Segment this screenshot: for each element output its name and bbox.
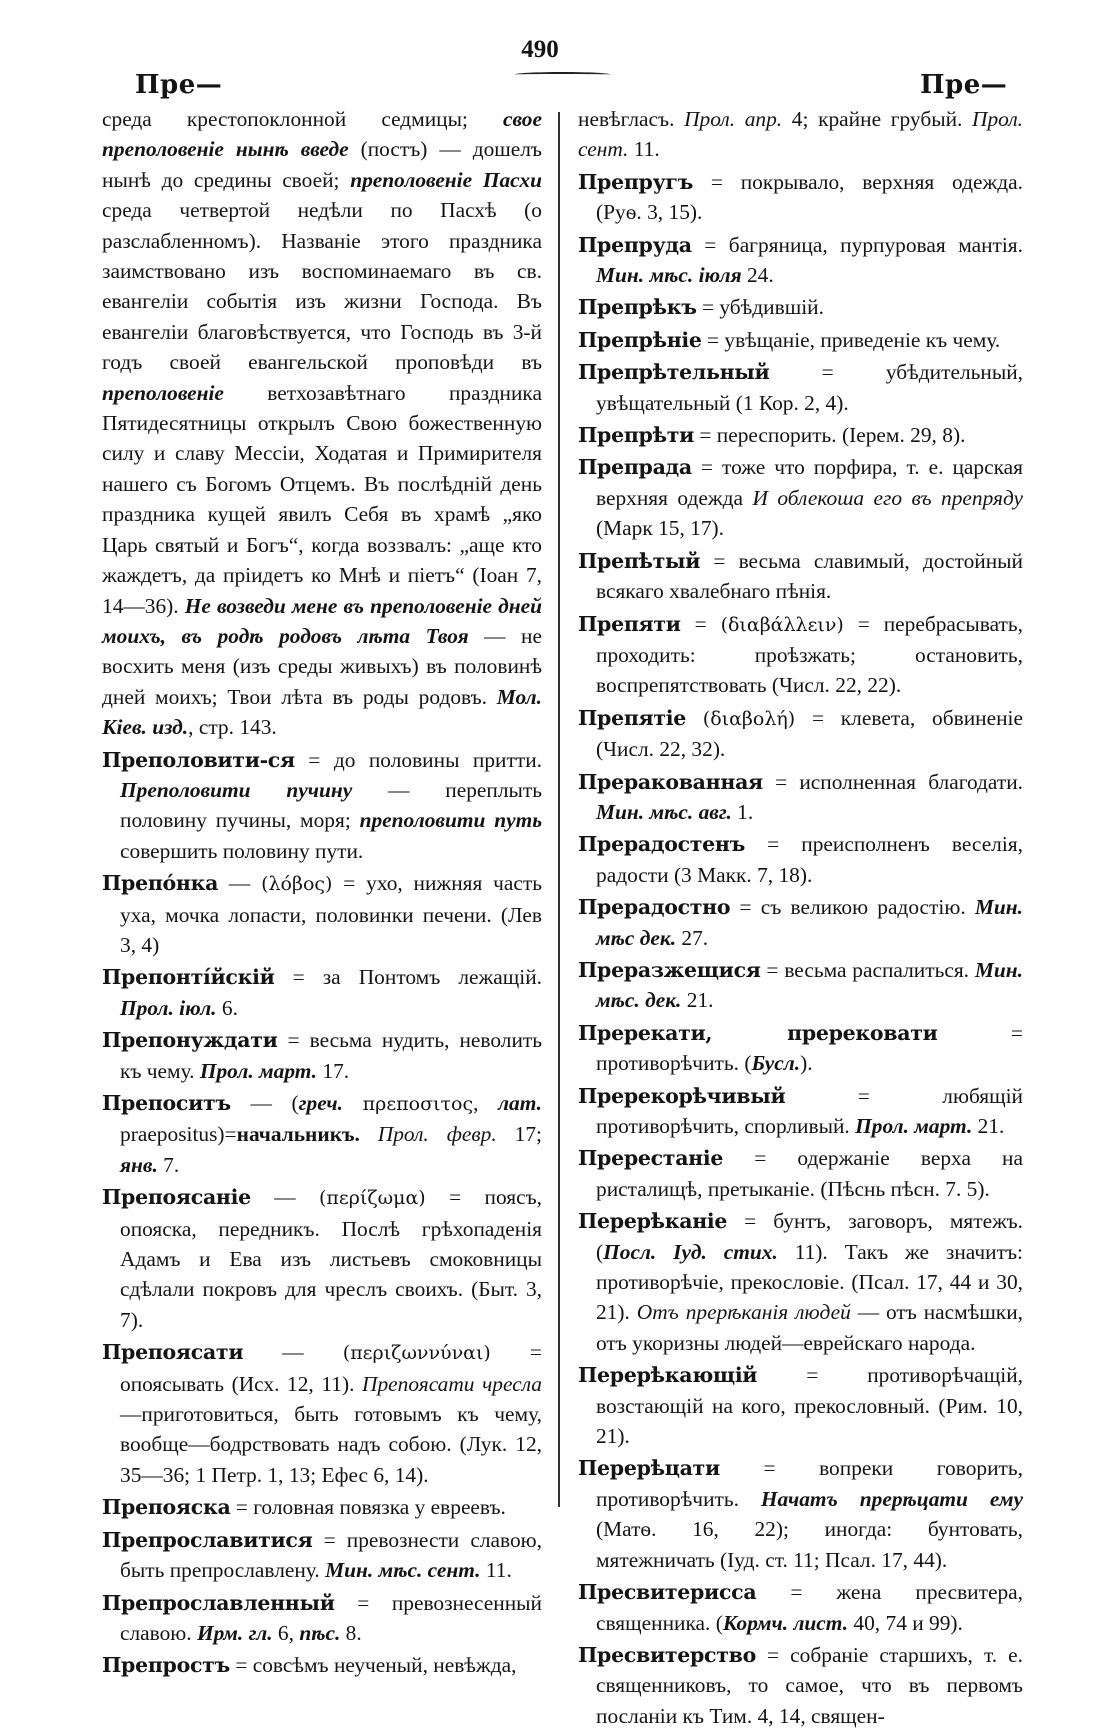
definition-text: = убѣдительный, увѣщательный (1 Кор. 2, 4). bbox=[596, 360, 1023, 415]
definition-text: praepositus)= bbox=[120, 1122, 237, 1147]
dictionary-entry bbox=[578, 1081, 1023, 1142]
emphasis-text: пѣс. bbox=[299, 1620, 341, 1645]
emphasis-text: Посл. Іуд. стих. bbox=[603, 1239, 778, 1264]
dictionary-entry bbox=[578, 1018, 1023, 1079]
entry-headword: Препруда bbox=[578, 232, 692, 257]
entry-headword: Препрославленный bbox=[102, 1590, 335, 1615]
dictionary-entry bbox=[578, 609, 1023, 701]
entry-headword: Пререкати, пререковати bbox=[578, 1020, 938, 1045]
entry-headword: Препоясати bbox=[102, 1340, 244, 1365]
entry-headword: Препрада bbox=[578, 455, 692, 480]
emphasis-text: Не возведи мене въ преполовеніе дней моихъ, въ родѣ родовъ лѣта Твоя bbox=[102, 593, 543, 648]
definition-text: ветхозавѣтнаго праздника Пятидесятницы открылъ Свою божественную силу и славу Мессіи, Ходатая и Примирителя нашего съ Богомъ Отцемъ. Въ послѣдній день праздника кущей явилъ Себя въ храмѣ „яко Царь святый и Богъ“, когда воззвалъ: „аще кто жаждетъ, да пріидетъ ко Мнѣ и піетъ“ (Іоан 7, 14—36). bbox=[102, 380, 542, 618]
definition-text bbox=[360, 1122, 378, 1146]
emphasis-text: Начатъ прерѣцати ему bbox=[760, 1486, 1023, 1511]
entry-headword: Препругъ bbox=[578, 169, 694, 194]
emphasis-text: лат. bbox=[498, 1091, 542, 1115]
definition-text: = до половины притти. bbox=[294, 747, 542, 772]
definition-text: 24. bbox=[741, 263, 774, 288]
definition-text: = перебрасывать, проходить: проѣзжать; остановить, воспрепятствовать (Числ. 22, 22). bbox=[596, 611, 1023, 698]
definition-text: невѣгласъ. bbox=[578, 107, 685, 131]
definition-text: = багряница, пурпуровая мантія. bbox=[691, 232, 1023, 257]
definition-text: = съ великою радостію. bbox=[730, 895, 975, 920]
entry-headword: Препояска bbox=[102, 1495, 231, 1520]
emphasis-text: свое преполовеніе нынѣ введе bbox=[102, 107, 542, 162]
definition-text: = одержаніе верха на ристалищѣ, претыканіе. (Пѣснь пѣсн. 7. 5). bbox=[596, 1146, 1023, 1201]
definition-text: — bbox=[218, 871, 262, 896]
definition-text: = головная повязка у евреевъ. bbox=[230, 1495, 506, 1520]
definition-text: = превознесенный славою. bbox=[120, 1590, 542, 1645]
definition-text: , стр. 143. bbox=[188, 715, 277, 740]
dictionary-entry bbox=[102, 1182, 542, 1335]
entry-headword: Пререкорѣчивый bbox=[578, 1083, 786, 1108]
emphasis-text: Мин. мѣс. авг. bbox=[596, 799, 732, 824]
entry-continuation bbox=[578, 104, 1023, 165]
entry-headword: Препростъ bbox=[102, 1653, 230, 1678]
entry-headword: Преразжещися bbox=[578, 957, 761, 982]
definition-text bbox=[686, 706, 703, 730]
emphasis-text: греч. bbox=[298, 1091, 344, 1115]
definition-text: среда крестопоклонной седмицы; bbox=[102, 107, 504, 131]
definition-text: 27. bbox=[676, 925, 709, 950]
dictionary-entry bbox=[102, 1525, 542, 1586]
definition-text: = покрывало, верхняя одежда. (Руѳ. 3, 15). bbox=[596, 169, 1023, 225]
dictionary-entry bbox=[578, 420, 1023, 450]
running-head-right: Пре— bbox=[920, 70, 1008, 100]
definition-text: среда четвертой недѣли по Пасхѣ (о разслабленномъ). Названіе этого праздника заимствовано изъ воспоминаемаго въ св. евангеліи событія изъ жизни Господа. Въ евангеліи благовѣствуется, что Господь въ 3-й годъ своей евангельской проповѣди въ bbox=[102, 198, 542, 375]
entry-headword: Препѣтый bbox=[578, 548, 701, 573]
definition-text: = переспорить. (Іерем. 29, 8). bbox=[694, 423, 966, 448]
dictionary-entry bbox=[102, 1088, 542, 1180]
entry-headword: Перерѣканіе bbox=[578, 1209, 728, 1234]
dictionary-entry bbox=[578, 230, 1023, 291]
entry-headword: Пресвитерство bbox=[578, 1642, 756, 1667]
dictionary-entry bbox=[102, 1492, 542, 1522]
emphasis-text: Мин. мѣс. сент. bbox=[325, 1558, 481, 1583]
dictionary-entry bbox=[578, 1577, 1023, 1638]
entry-headword: Прерадостенъ bbox=[578, 832, 746, 857]
greek-term: (λόβος) bbox=[261, 873, 333, 896]
entry-headword: Препрѣкъ bbox=[578, 295, 697, 320]
entry-headword: Преракованная bbox=[578, 769, 763, 794]
left-column bbox=[102, 104, 542, 1683]
definition-text: 17. bbox=[317, 1058, 350, 1083]
definition-text: = превознести славою, быть препрославлену. bbox=[120, 1527, 542, 1583]
column-divider bbox=[558, 112, 564, 1507]
definition-text: = весьма славимый, достойный всякаго хвалебнаго пѣнія. bbox=[596, 548, 1023, 604]
greek-term: (διαβολή) bbox=[702, 707, 796, 730]
entry-headword: Препятіе bbox=[578, 705, 687, 730]
definition-text: = bbox=[680, 611, 721, 636]
emphasis-text: начальникъ. bbox=[236, 1122, 360, 1147]
definition-text: = весьма распалиться. bbox=[760, 957, 975, 982]
definition-text: = бунтъ, заговоръ, мятежъ. ( bbox=[596, 1209, 1023, 1264]
emphasis-text: Преполовити пучину bbox=[120, 777, 353, 802]
definition-text: 21. bbox=[681, 988, 714, 1013]
dictionary-entry bbox=[102, 1650, 542, 1680]
definition-text: 4; крайне грубый. bbox=[782, 107, 973, 131]
dictionary-entry bbox=[578, 703, 1023, 765]
definition-text: 7. bbox=[157, 1152, 180, 1177]
emphasis-text: Мол. Кіев. изд. bbox=[102, 684, 542, 740]
emphasis-text: Мин. мѣс. дек. bbox=[596, 957, 1023, 1013]
emphasis-text: преполовеніе Пасхи bbox=[350, 167, 542, 192]
dictionary-entry bbox=[578, 1640, 1023, 1731]
dictionary-entry bbox=[578, 292, 1023, 322]
definition-text: 40, 74 и 99). bbox=[848, 1610, 963, 1635]
definition-text: = противорѣчащій, возстающій на кого, прекословный. (Рим. 10, 21). bbox=[596, 1363, 1023, 1449]
entry-headword: Перерѣцати bbox=[578, 1456, 720, 1481]
entry-headword: Препо́нка bbox=[102, 871, 219, 896]
greek-term: (περιζωννύναι) bbox=[342, 1342, 491, 1365]
emphasis-text: Ирм. гл. bbox=[197, 1620, 273, 1645]
entry-headword: Прерадостно bbox=[578, 895, 731, 920]
definition-text: 1. bbox=[731, 799, 754, 824]
dictionary-entry bbox=[578, 357, 1023, 418]
definition-text: = вопреки говорить, противорѣчить. bbox=[596, 1456, 1023, 1511]
definition-text: , bbox=[473, 1091, 499, 1115]
page-number-rule bbox=[515, 72, 610, 77]
definition-text: 11). Такъ же значитъ: противорѣчіе, прекословіе. (Псал. 17, 44 и 30, 21). bbox=[596, 1239, 1023, 1325]
emphasis-text: Мин. мѣс дек. bbox=[596, 895, 1023, 950]
definition-text: — bbox=[250, 1185, 319, 1210]
dictionary-entry bbox=[578, 1360, 1023, 1451]
page-number: 490 bbox=[521, 36, 559, 63]
dictionary-entry bbox=[102, 1025, 542, 1086]
emphasis-text: Бусл. bbox=[751, 1051, 801, 1076]
definition-text: = преисполненъ веселія, радости (3 Макк. 7, 18). bbox=[596, 832, 1023, 887]
greek-term: (περίζωμα) bbox=[318, 1187, 426, 1210]
entry-headword: Препрѣтельный bbox=[578, 360, 770, 385]
entry-headword: Пресвитерисса bbox=[578, 1580, 757, 1605]
entry-headword: Перерѣкающій bbox=[578, 1363, 758, 1388]
dictionary-entry bbox=[102, 868, 542, 960]
definition-text: (Марк 15, 17). bbox=[596, 516, 725, 541]
definition-text: ). bbox=[800, 1051, 813, 1076]
definition-text: (постъ) — дошелъ нынѣ до средины своей; bbox=[102, 137, 542, 192]
definition-text: = опоясывать (Исх. 12, 11). bbox=[120, 1340, 542, 1396]
definition-text: = увѣщаніе, приведеніе къ чему. bbox=[701, 327, 1001, 352]
definition-text: 8. bbox=[340, 1620, 362, 1645]
definition-text: = весьма нудить, неволить къ чему. bbox=[120, 1028, 542, 1083]
emphasis-text: Прол. февр. bbox=[377, 1122, 497, 1147]
dictionary-entry bbox=[578, 1206, 1023, 1358]
running-head-left: Пре— bbox=[135, 70, 223, 100]
dictionary-entry bbox=[102, 1337, 542, 1490]
definition-text: — не восхить меня (изъ среды живыхъ) въ половинѣ дней моихъ; Твои лѣта въ роды родовъ. bbox=[102, 623, 542, 709]
emphasis-text: Препоясати чресла bbox=[362, 1371, 542, 1396]
emphasis-text: Прол. сент. bbox=[578, 107, 1024, 162]
emphasis-text: янв. bbox=[120, 1152, 158, 1177]
definition-text: — переплыть половину пучины, моря; bbox=[120, 777, 542, 833]
definition-text: — bbox=[243, 1340, 343, 1365]
entry-headword: Препонті́йскій bbox=[102, 965, 275, 990]
definition-text: 6, bbox=[272, 1620, 300, 1645]
dictionary-entry bbox=[578, 955, 1023, 1016]
entry-headword: Препрославитися bbox=[102, 1527, 313, 1552]
entry-headword: Препонуждати bbox=[102, 1028, 278, 1053]
entry-headword: Препоситъ bbox=[102, 1091, 231, 1115]
dictionary-entry bbox=[578, 1143, 1023, 1204]
definition-text: = за Понтомъ лежащій. bbox=[274, 965, 542, 990]
definition-text: = тоже что порфира, т. е. царская верхняя одежда bbox=[596, 455, 1023, 510]
entry-headword: Препяти bbox=[578, 611, 681, 636]
dictionary-entry bbox=[578, 767, 1023, 828]
emphasis-text: Кормч. лист. bbox=[722, 1610, 849, 1635]
definition-text: = убѣдившій. bbox=[696, 295, 824, 320]
definition-text bbox=[343, 1091, 363, 1115]
emphasis-text: Прол. март. bbox=[855, 1114, 973, 1138]
definition-text: = любящій противорѣчить, спорливый. bbox=[596, 1083, 1023, 1138]
definition-text: 17; bbox=[496, 1122, 542, 1147]
definition-text: = клевета, обвиненіе (Числ. 22, 32). bbox=[596, 705, 1023, 762]
emphasis-text: Прол. іюл. bbox=[120, 995, 217, 1020]
definition-text: совершить половину пути. bbox=[120, 838, 364, 863]
greek-term: πρεποσιτος bbox=[362, 1093, 474, 1115]
entry-headword: Пререстаніе bbox=[578, 1146, 724, 1171]
emphasis-text: преполовеніе bbox=[102, 380, 224, 405]
emphasis-text: И облекоша его въ препряду bbox=[752, 485, 1024, 510]
entry-continuation bbox=[102, 104, 542, 743]
definition-text: = собраніе старшихъ, т. е. священниковъ, то самое, что въ первомъ посланіи къ Тим. 4, 14, священ- bbox=[596, 1642, 1023, 1728]
entry-headword: Препоясаніе bbox=[102, 1185, 251, 1210]
definition-text: 6. bbox=[216, 995, 238, 1020]
emphasis-text: Мин. мѣс. іюля bbox=[596, 263, 742, 288]
definition-text: = жена пресвитера, священника. ( bbox=[596, 1580, 1023, 1635]
dictionary-entry bbox=[578, 546, 1023, 607]
greek-term: (διαβάλλειν) bbox=[720, 613, 844, 636]
definition-text: = совсѣмъ неученый, невѣжда, bbox=[229, 1653, 517, 1678]
definition-text: = поясъ, опояска, передникъ. Послѣ грѣхопаденія Адамъ и Ева изъ листьевъ смоковницы сдѣлали покровъ для чреслъ своихъ. (Быт. 3, 7). bbox=[120, 1185, 542, 1332]
definition-text: 11. bbox=[480, 1558, 512, 1583]
dictionary-entry bbox=[102, 745, 542, 867]
definition-text: = исполненная благодати. bbox=[762, 769, 1023, 794]
definition-text: = противорѣчить. ( bbox=[596, 1020, 1023, 1076]
definition-text: — ( bbox=[230, 1091, 299, 1115]
definition-text: 11. bbox=[628, 137, 660, 162]
definition-text: —приготовиться, быть готовымъ къ чему, вообще—бодрствовать надъ собою. (Лук. 12, 35—36; 1 Петр. 1, 13; Ефес 6, 14). bbox=[120, 1402, 542, 1487]
dictionary-entry bbox=[102, 962, 542, 1023]
dictionary-entry bbox=[578, 829, 1023, 890]
entry-headword: Препрѣніе bbox=[578, 327, 702, 352]
emphasis-text: Прол. апр. bbox=[684, 107, 783, 131]
dictionary-entry bbox=[578, 892, 1023, 953]
definition-text: — отъ насмѣшки, отъ укоризны людей—еврейскаго народа. bbox=[596, 1300, 1023, 1355]
emphasis-text: Отъ прерѣканія людей bbox=[636, 1300, 851, 1325]
right-column bbox=[578, 104, 1023, 1733]
definition-text: = ухо, нижняя часть уха, мочка лопасти, половинки печени. (Лев 3, 4) bbox=[120, 871, 542, 957]
emphasis-text: Прол. март. bbox=[199, 1058, 318, 1083]
dictionary-entry bbox=[102, 1588, 542, 1649]
entry-headword: Препрѣти bbox=[578, 423, 694, 448]
definition-text: 21. bbox=[972, 1114, 1005, 1138]
definition-text: (Матѳ. 16, 22); иногда: бунтовать, мятежничать (Іуд. ст. 11; Псал. 17, 44). bbox=[596, 1517, 1023, 1572]
dictionary-entry bbox=[578, 452, 1023, 543]
dictionary-entry bbox=[578, 325, 1023, 355]
dictionary-entry bbox=[578, 1453, 1023, 1575]
entry-headword: Преполовити-ся bbox=[102, 747, 295, 772]
emphasis-text: преполовити путь bbox=[359, 808, 542, 833]
dictionary-entry bbox=[578, 167, 1023, 228]
